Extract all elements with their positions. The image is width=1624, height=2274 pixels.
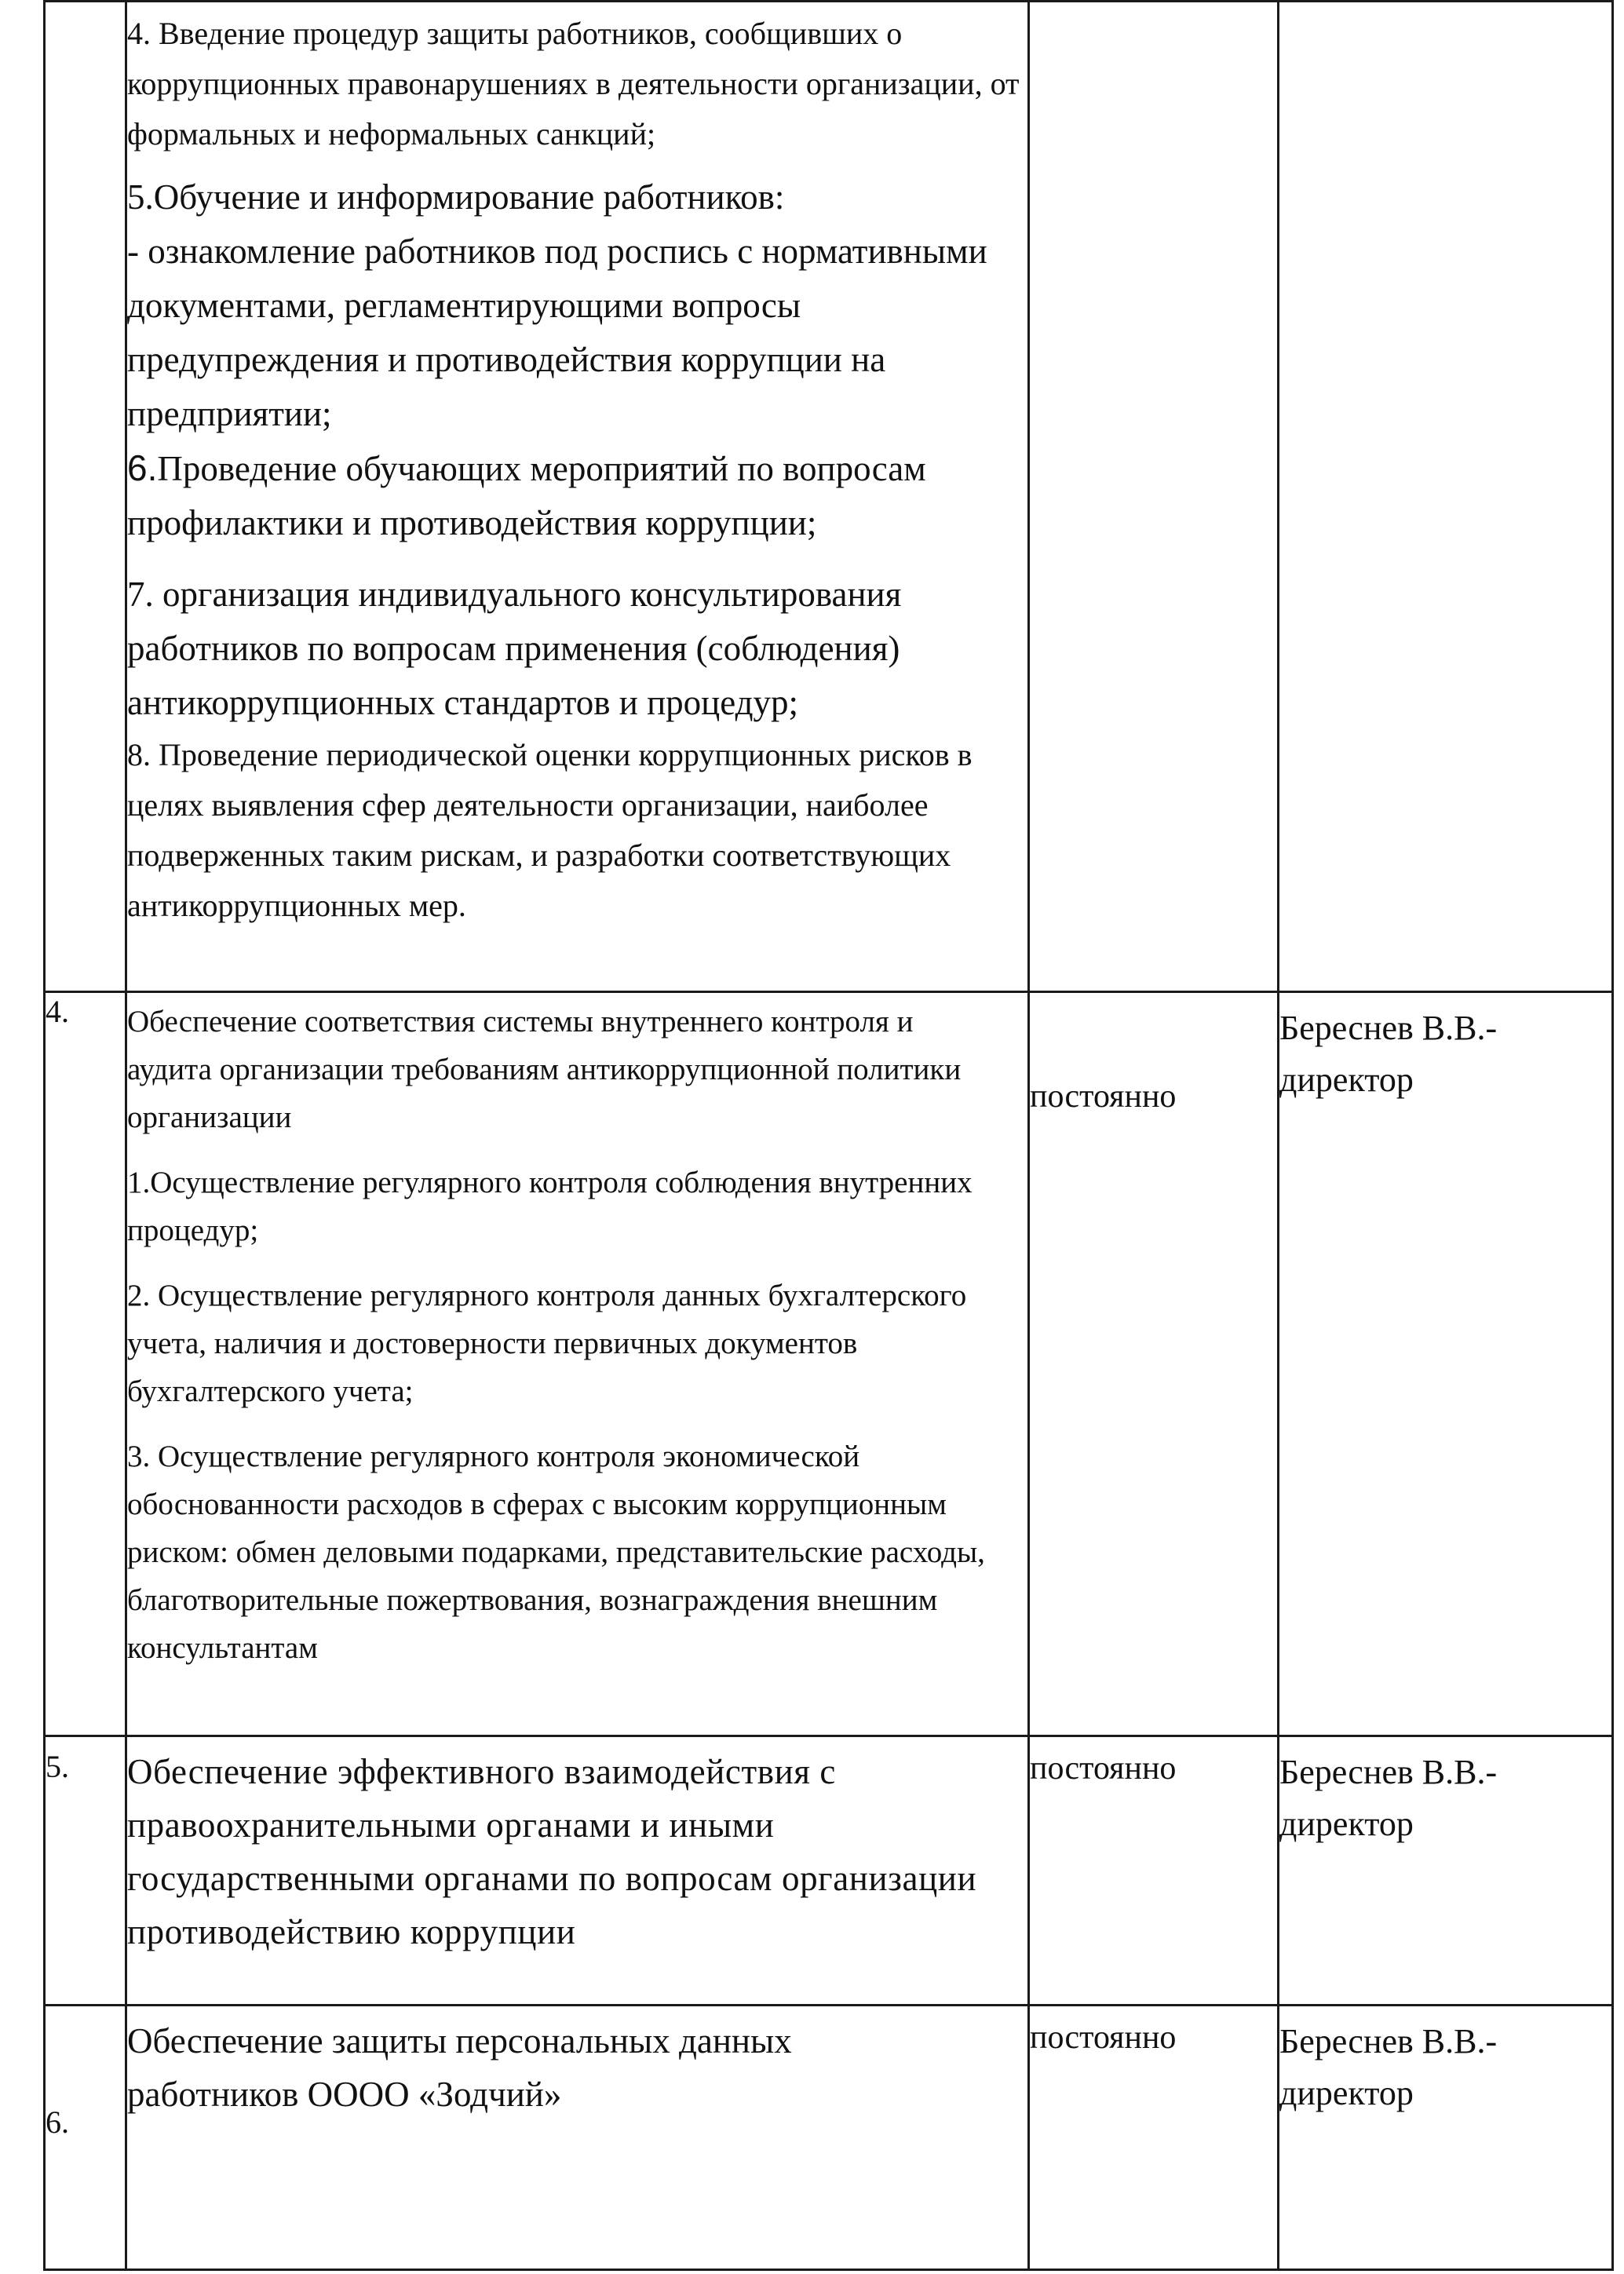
activity-paragraph: Обеспечение эффективного взаимодействия с правоохранительными органами и иными государственными органами по вопросам организации противодействию коррупции (127, 1752, 977, 1951)
activity-paragraph: 3. Осуществление регулярного контроля экономической обоснованности расходов в сферах с высоким коррупционным риском: обмен деловыми подарками, представительские расходы, благотворительные пожертвования, вознаграждения внешним консультантам (127, 1440, 985, 1665)
term-cell: постоянно (1029, 992, 1279, 1736)
activity-cell (126, 2006, 1029, 2270)
term-cell: постоянно (1029, 1736, 1279, 2006)
activity-paragraph: 5.Обучение и информирование работников: (127, 177, 785, 217)
term-cell: постоянно (1029, 2006, 1279, 2270)
row-number (45, 2, 126, 992)
term-cell (1029, 2, 1279, 992)
row-number: 5. (45, 1736, 126, 2006)
activity-paragraph: 7. организация индивидуального консультирования работников по вопросам применения (соблюдения) антикоррупционных стандартов и процедур; (127, 575, 902, 722)
responsible-cell (1279, 2, 1613, 992)
activity-paragraph: 8. Проведение периодической оценки коррупционных рисков в целях выявления сфер деятельности организации, наиболее подверженных таким рискам, и разработки соответствующих антикоррупционных мер. (127, 737, 973, 923)
table-row (45, 1736, 1613, 2006)
activity-paragraph: 2. Осуществление регулярного контроля данных бухгалтерского учета, наличия и достоверности первичных документов бухгалтерского учета; (127, 1279, 967, 1408)
activity-paragraph: Обеспечение защиты персональных данных работников ОООО «Зодчий» (127, 2021, 792, 2114)
measures-table (43, 0, 1614, 2271)
activity-paragraph: 1.Осуществление регулярного контроля соблюдения внутренних процедур; (127, 1166, 973, 1247)
activity-cell (126, 2, 1029, 992)
activity-text: Проведение обучающих мероприятий по вопросам профилактики и противодействия коррупции; (127, 449, 926, 542)
table-row (45, 2, 1613, 992)
item-number: 6. (127, 447, 158, 488)
row-number: 6. (45, 2006, 126, 2270)
activity-paragraph: - ознакомление работников под роспись с нормативными документами, регламентирующими вопросы предупреждения и противодействия коррупции на предприятии; (127, 232, 987, 433)
responsible-cell: Береснев В.В.- директор (1279, 992, 1613, 1736)
responsible-cell: Береснев В.В.- директор (1279, 1736, 1613, 2006)
activity-paragraph: Обеспечение соответствия системы внутреннего контроля и аудита организации требованиям антикоррупционной политики организации (127, 1005, 962, 1134)
activity-paragraph (127, 441, 1027, 550)
activity-paragraph: 4. Введение процедур защиты работников, сообщивших о коррупционных правонарушениях в деятельности организации, от формальных и неформальных санкций; (127, 16, 1020, 151)
table-row (45, 2006, 1613, 2270)
table-row (45, 992, 1613, 1736)
activity-cell (126, 992, 1029, 1736)
activity-cell (126, 1736, 1029, 2006)
row-number: 4. (45, 992, 126, 1736)
responsible-cell: Береснев В.В.- директор (1279, 2006, 1613, 2270)
